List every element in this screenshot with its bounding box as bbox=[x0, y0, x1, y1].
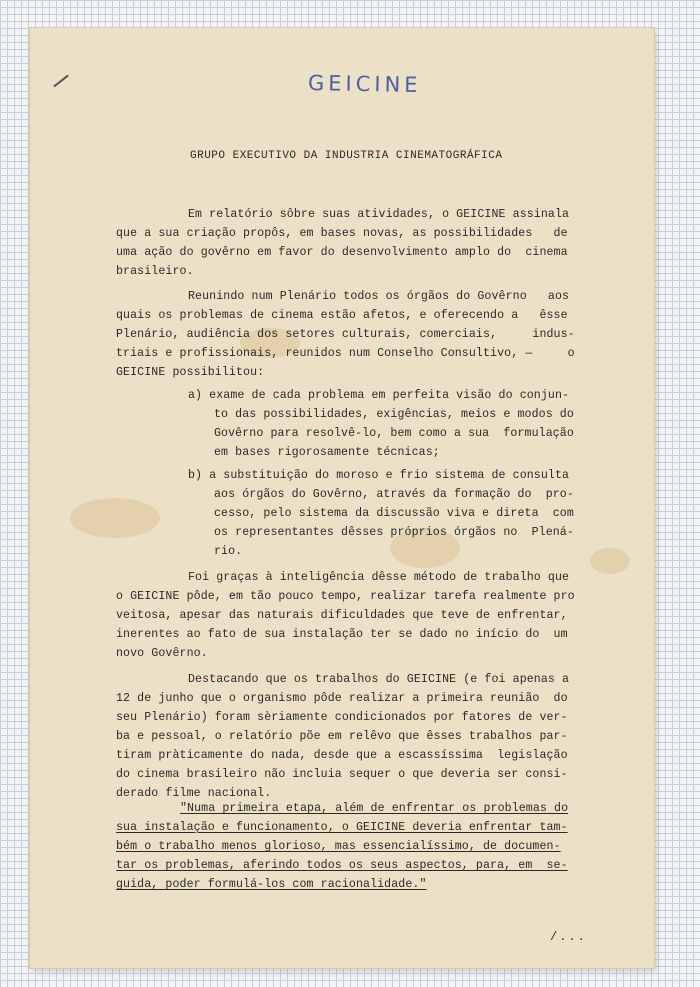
text-line: brasileiro. bbox=[116, 265, 194, 278]
quoted-line: guida, poder formulá-los com racionalidade." bbox=[116, 878, 427, 891]
text-line: a) exame de cada problema em perfeita visão do conjun- bbox=[188, 389, 570, 402]
text-line: do cinema brasileiro não incluia sequer o que deveria ser consi- bbox=[116, 768, 568, 781]
text-line: novo Govêrno. bbox=[116, 647, 208, 660]
text-line: tiram pràticamente do nada, desde que a escassíssima legislação bbox=[116, 749, 568, 762]
text-line: Reunindo num Plenário todos os órgãos do Govêrno aos bbox=[188, 290, 570, 303]
paper-stain bbox=[590, 548, 630, 574]
text-line: inerentes ao fato de sua instalação ter se dado no início do um bbox=[116, 628, 568, 641]
text-line: rio. bbox=[214, 545, 243, 558]
text-line: Destacando que os trabalhos do GEICINE (e foi apenas a bbox=[188, 673, 570, 686]
continuation-mark: /... bbox=[550, 930, 587, 944]
paper-stain bbox=[70, 498, 160, 538]
text-line: GEICINE possibilitou: bbox=[116, 366, 265, 379]
text-line: b) a substituição do moroso e frio sistema de consulta bbox=[188, 469, 570, 482]
text-line: cesso, pelo sistema da discussão viva e direta com bbox=[214, 507, 574, 520]
quoted-line: sua instalação e funcionamento, o GEICINE deveria enfrentar tam- bbox=[116, 821, 568, 834]
text-line: ba e pessoal, o relatório põe em relêvo que êsses trabalhos par- bbox=[116, 730, 568, 743]
text-line: triais e profissionais, reunidos num Conselho Consultivo, — o bbox=[116, 347, 575, 360]
text-line: os representantes dêsses próprios órgãos no Plená- bbox=[214, 526, 574, 539]
text-line: to das possibilidades, exigências, meios e modos do bbox=[214, 408, 574, 421]
text-line: Foi graças à inteligência dêsse método de trabalho que bbox=[188, 571, 570, 584]
text-line: veitosa, apesar das naturais dificuldades que teve de enfrentar, bbox=[116, 609, 568, 622]
typed-page bbox=[30, 28, 654, 968]
text-line: seu Plenário) foram sèriamente condicionados por fatores de ver- bbox=[116, 711, 568, 724]
document-heading: GRUPO EXECUTIVO DA INDUSTRIA CINEMATOGRÁFICA bbox=[190, 150, 503, 162]
text-line: derado filme nacional. bbox=[116, 787, 272, 800]
text-line: uma ação do govêrno em favor do desenvolvimento amplo do cinema bbox=[116, 246, 568, 259]
text-line: o GEICINE pôde, em tão pouco tempo, realizar tarefa realmente pro bbox=[116, 590, 575, 603]
text-line: em bases rigorosamente técnicas; bbox=[214, 446, 440, 459]
text-line: aos órgãos do Govêrno, através da formação do pro- bbox=[214, 488, 574, 501]
text-line: Govêrno para resolvê-lo, bem como a sua formulação bbox=[214, 427, 574, 440]
pencil-mark bbox=[53, 75, 68, 88]
handwritten-title: GEICINE bbox=[307, 71, 422, 97]
quoted-line: bém o trabalho menos glorioso, mas essencialíssimo, de documen- bbox=[116, 840, 561, 853]
text-line: 12 de junho que o organismo pôde realizar a primeira reunião do bbox=[116, 692, 568, 705]
text-line: quais os problemas de cinema estão afetos, e oferecendo a êsse bbox=[116, 309, 568, 322]
quoted-line: tar os problemas, aferindo todos os seus aspectos, para, em se- bbox=[116, 859, 568, 872]
text-line: que a sua criação propôs, em bases novas, as possibilidades de bbox=[116, 227, 568, 240]
text-line: Plenário, audiência dos setores culturais, comerciais, indus- bbox=[116, 328, 575, 341]
quoted-line: "Numa primeira etapa, além de enfrentar os problemas do bbox=[180, 802, 569, 815]
text-line: Em relatório sôbre suas atividades, o GEICINE assinala bbox=[188, 208, 570, 221]
